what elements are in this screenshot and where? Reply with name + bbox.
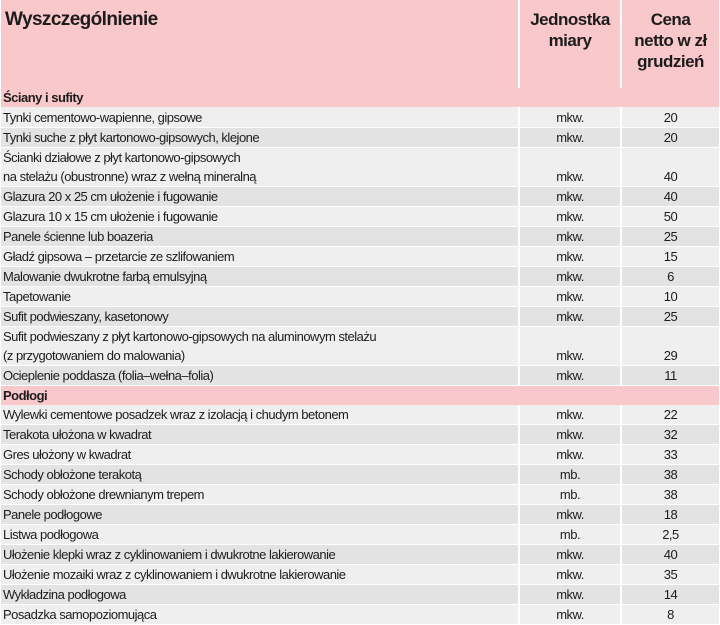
table-row [1,485,719,505]
item-name: Schody obłożone drewnianym trepem [3,487,205,502]
item-name: Listwa podłogowa [3,527,99,542]
item-name-cell [1,186,519,206]
item-unit: mb. [519,485,621,505]
item-name-cell [1,286,519,306]
item-name-cell [1,365,519,385]
item-name: Ocieplenie poddasza (folia–wełna–folia) [3,367,214,383]
table-row [1,226,719,246]
table-row [1,365,719,385]
item-name-cell [1,266,519,286]
item-price: 40 [621,147,719,186]
header-price-line1: Cena [650,10,691,29]
header-unit-line2: miary [548,31,592,50]
item-name-cell [1,605,519,625]
item-name: Glazura 20 x 25 cm ułożenie i fugowanie [3,188,218,204]
table-row [1,186,719,206]
table-row [1,465,719,485]
item-name-cell [1,405,519,425]
item-price: 38 [621,485,719,505]
item-price: 18 [621,505,719,525]
header-description [1,0,519,88]
item-unit: mkw. [519,107,621,127]
item-unit: mkw. [519,565,621,585]
item-unit: mkw. [519,326,621,365]
item-unit: mkw. [519,246,621,266]
item-price: 29 [621,326,719,365]
item-unit: mkw. [519,545,621,565]
section-title: Podłogi [3,387,48,403]
item-name-cell [1,206,519,226]
item-name-cell [1,445,519,465]
item-unit: mkw. [519,445,621,465]
item-price: 40 [621,545,719,565]
table-row [1,246,719,266]
item-name-cell [1,545,519,565]
item-name: Gres ułożony w kwadrat [3,447,131,462]
item-unit: mkw. [519,505,621,525]
item-name-cell [1,246,519,266]
item-name-continued: (z przygotowaniem do malowania) [3,347,185,363]
table-row [1,107,719,127]
item-unit: mkw. [519,226,621,246]
header-price-line3: grudzień [637,52,704,71]
table-row [1,605,719,625]
item-unit: mkw. [519,605,621,625]
item-name: Sufit podwieszany, kasetonowy [3,308,169,324]
item-name: Ułożenie klepki wraz z cyklinowaniem i dwukrotne lakierowanie [3,547,336,562]
table-row [1,525,719,545]
item-price: 25 [621,306,719,326]
table-row [1,306,719,326]
table-row [1,545,719,565]
item-price: 20 [621,127,719,147]
item-price: 20 [621,107,719,127]
item-name-cell [1,425,519,445]
item-price: 35 [621,565,719,585]
item-name: Panele ścienne lub boazeria [3,228,153,244]
table-row [1,585,719,605]
table-row [1,326,719,365]
table-row [1,206,719,226]
section-title: Ściany i sufity [3,90,83,105]
item-unit: mb. [519,525,621,545]
item-name-cell [1,226,519,246]
item-price: 38 [621,465,719,485]
item-name: Tynki suche z płyt kartonowo-gipsowych, klejone [3,129,260,145]
item-name: Wykładzina podłogowa [3,587,126,602]
item-name: Schody obłożone terakotą [3,467,142,482]
table-row [1,286,719,306]
item-unit: mkw. [519,127,621,147]
item-unit: mkw. [519,286,621,306]
section-header-row [1,385,719,405]
item-unit: mkw. [519,405,621,425]
item-unit: mkw. [519,365,621,385]
item-price: 10 [621,286,719,306]
item-name: Panele podłogowe [3,507,102,522]
item-name-cell [1,326,519,365]
item-name-cell [1,585,519,605]
table-row [1,147,719,186]
item-price: 50 [621,206,719,226]
item-name-cell [1,147,519,186]
item-name: Posadzka samopoziomująca [3,607,157,622]
header-description-label: Wyszczególnienie [5,9,158,30]
item-name-cell [1,107,519,127]
item-name-cell [1,485,519,505]
item-name: Gładź gipsowa – przetarcie ze szlifowaniem [3,248,235,264]
item-unit: mkw. [519,206,621,226]
section-header-row [1,88,719,107]
item-price: 32 [621,425,719,445]
item-name: Wylewki cementowe posadzek wraz z izolacją i chudym betonem [3,407,349,422]
item-unit: mkw. [519,306,621,326]
table-row [1,565,719,585]
table-body [1,88,719,625]
item-name: Ścianki działowe z płyt kartonowo-gipsowych [3,149,241,165]
table-row [1,266,719,286]
item-unit: mkw. [519,147,621,186]
item-name-continued: na stelażu (obustronne) wraz z wełną mineralną [3,168,257,184]
header-price [621,0,719,88]
item-unit: mkw. [519,186,621,206]
item-price: 14 [621,585,719,605]
item-price: 22 [621,405,719,425]
item-name: Tynki cementowo-wapienne, gipsowe [3,109,202,125]
item-unit: mkw. [519,266,621,286]
table-row [1,445,719,465]
item-unit: mkw. [519,425,621,445]
item-price: 8 [621,605,719,625]
item-name-cell [1,565,519,585]
item-unit: mb. [519,465,621,485]
table-row [1,127,719,147]
header-unit-line1: Jednostka [530,10,610,29]
item-price: 2,5 [621,525,719,545]
item-price: 6 [621,266,719,286]
item-name-cell [1,505,519,525]
header-row [1,0,719,88]
item-price: 40 [621,186,719,206]
table-row [1,505,719,525]
item-name-cell [1,127,519,147]
item-price: 11 [621,365,719,385]
table-row [1,425,719,445]
header-unit [519,0,621,88]
item-name: Malowanie dwukrotne farbą emulsyjną [3,268,207,284]
item-name-cell [1,465,519,485]
item-name-cell [1,306,519,326]
item-name: Tapetowanie [3,288,71,304]
item-name-cell [1,525,519,545]
header-price-line2: netto w zł [634,31,707,50]
item-unit: mkw. [519,585,621,605]
item-name: Terakota ułożona w kwadrat [3,427,152,442]
item-price: 15 [621,246,719,266]
item-price: 33 [621,445,719,465]
item-name: Ułożenie mozaiki wraz z cyklinowaniem i dwukrotne lakierowanie [3,567,346,582]
table-row [1,405,719,425]
price-table [1,0,719,625]
item-name: Glazura 10 x 15 cm ułożenie i fugowanie [3,208,218,224]
item-name: Sufit podwieszany z płyt kartonowo-gipsowych na aluminowym stelażu [3,328,377,344]
item-price: 25 [621,226,719,246]
